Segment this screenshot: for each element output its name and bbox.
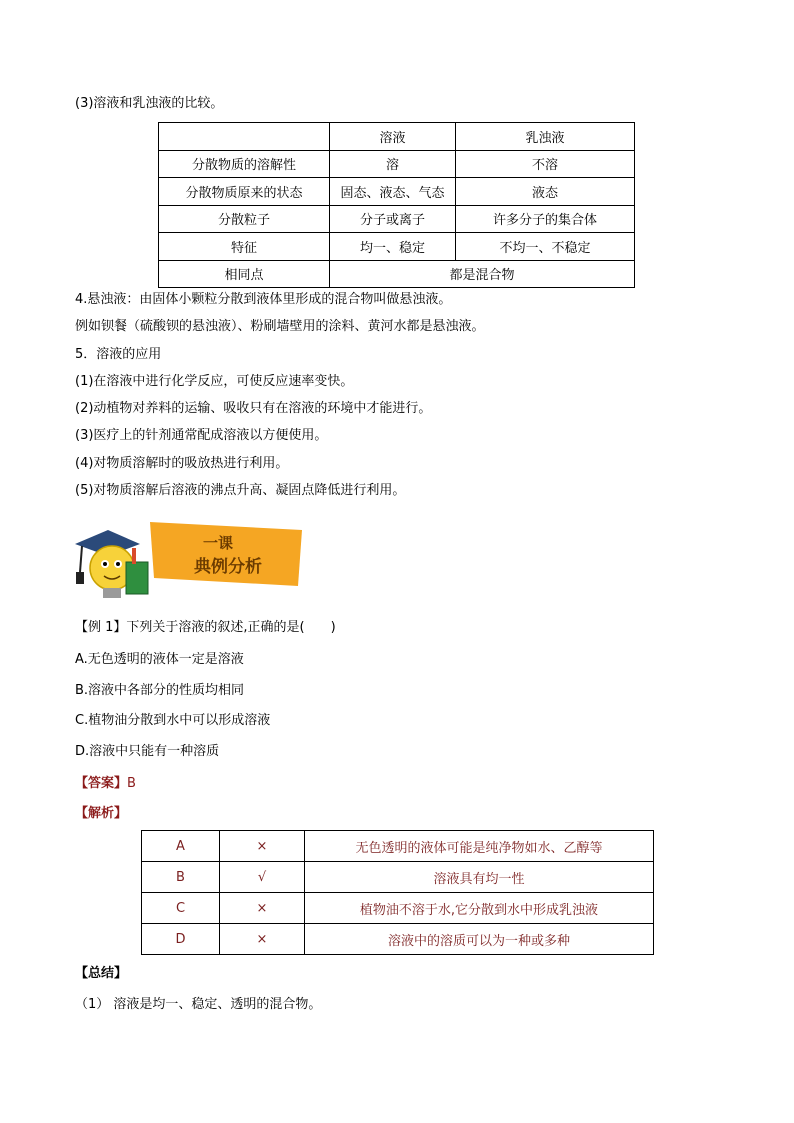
summary-label: 【总结】	[75, 966, 128, 981]
table-cell: 分散物质的溶解性	[159, 150, 330, 178]
application-item: (1)在溶液中进行化学反应，可使反应速率变快。	[75, 374, 354, 389]
table-cell: 溶液中的溶质可以为一种或多种	[305, 924, 654, 955]
table-cell: 相同点	[159, 260, 330, 288]
answer-value: B	[127, 776, 136, 791]
application-item: (2)动植物对养料的运输、吸收只有在溶液的环境中才能进行。	[75, 401, 432, 416]
summary-item: （1） 溶液是均一、稳定、透明的混合物。	[75, 997, 322, 1012]
table-row	[159, 233, 635, 261]
table-cell: 溶液	[330, 123, 456, 151]
table-cell: 分子或离子	[330, 205, 456, 233]
example-question	[75, 620, 336, 636]
table-row	[159, 260, 635, 288]
table-row	[142, 831, 654, 862]
table-row	[142, 862, 654, 893]
section-title: (3)溶液和乳浊液的比较。	[75, 96, 224, 111]
table-cell: 溶液具有均一性	[305, 862, 654, 893]
table-cell: ×	[220, 924, 305, 955]
table-cell: 不溶	[456, 150, 635, 178]
comparison-table	[158, 122, 635, 288]
option-b: B.溶液中各部分的性质均相同	[75, 683, 245, 698]
applications-title: 5．溶液的应用	[75, 347, 162, 362]
answer-line	[75, 776, 136, 792]
application-item: (3)医疗上的针剂通常配成溶液以方便使用。	[75, 428, 328, 443]
table-cell: 不均一、不稳定	[456, 233, 635, 261]
application-item: (4)对物质溶解时的吸放热进行利用。	[75, 456, 289, 471]
table-cell: 特征	[159, 233, 330, 261]
table-row	[142, 924, 654, 955]
table-cell: 液态	[456, 178, 635, 206]
table-row	[142, 893, 654, 924]
table-cell: B	[142, 862, 220, 893]
table-cell: 都是混合物	[330, 260, 635, 288]
analysis-table	[141, 830, 654, 955]
table-cell: 植物油不溶于水,它分散到水中形成乳浊液	[305, 893, 654, 924]
application-item: (5)对物质溶解后溶液的沸点升高、凝固点降低进行利用。	[75, 483, 406, 498]
table-cell: D	[142, 924, 220, 955]
table-cell: 溶	[330, 150, 456, 178]
table-cell	[159, 123, 330, 151]
table-cell: A	[142, 831, 220, 862]
option-a: A.无色透明的液体一定是溶液	[75, 652, 244, 667]
example-label: 【例 1】	[75, 620, 127, 635]
table-cell: 乳浊液	[456, 123, 635, 151]
table-row	[159, 205, 635, 233]
analysis-label: 【解析】	[75, 806, 128, 821]
table-row	[159, 123, 635, 151]
table-row	[159, 150, 635, 178]
table-cell: 许多分子的集合体	[456, 205, 635, 233]
banner-line1: 一课	[202, 534, 234, 552]
suspension-example: 例如钡餐（硫酸钡的悬浊液）、粉刷墙壁用的涂料、黄河水都是悬浊液。	[75, 319, 485, 334]
option-c: C.植物油分散到水中可以形成溶液	[75, 713, 271, 728]
lightbulb-scholar-icon	[75, 530, 148, 598]
answer-label: 【答案】	[75, 776, 128, 791]
table-row	[159, 178, 635, 206]
table-cell: 分散粒子	[159, 205, 330, 233]
table-cell: 分散物质原来的状态	[159, 178, 330, 206]
lesson-banner	[70, 512, 310, 604]
table-cell: ×	[220, 893, 305, 924]
question-text: 下列关于溶液的叙述,正确的是( )	[126, 620, 336, 635]
table-cell: √	[220, 862, 305, 893]
suspension-definition: 4.悬浊液：由固体小颗粒分散到液体里形成的混合物叫做悬浊液。	[75, 292, 452, 307]
table-cell: C	[142, 893, 220, 924]
table-cell: 无色透明的液体可能是纯净物如水、乙醇等	[305, 831, 654, 862]
banner-line2: 典例分析	[194, 557, 262, 577]
table-cell: ×	[220, 831, 305, 862]
table-cell: 固态、液态、气态	[330, 178, 456, 206]
table-cell: 均一、稳定	[330, 233, 456, 261]
option-d: D.溶液中只能有一种溶质	[75, 744, 220, 759]
